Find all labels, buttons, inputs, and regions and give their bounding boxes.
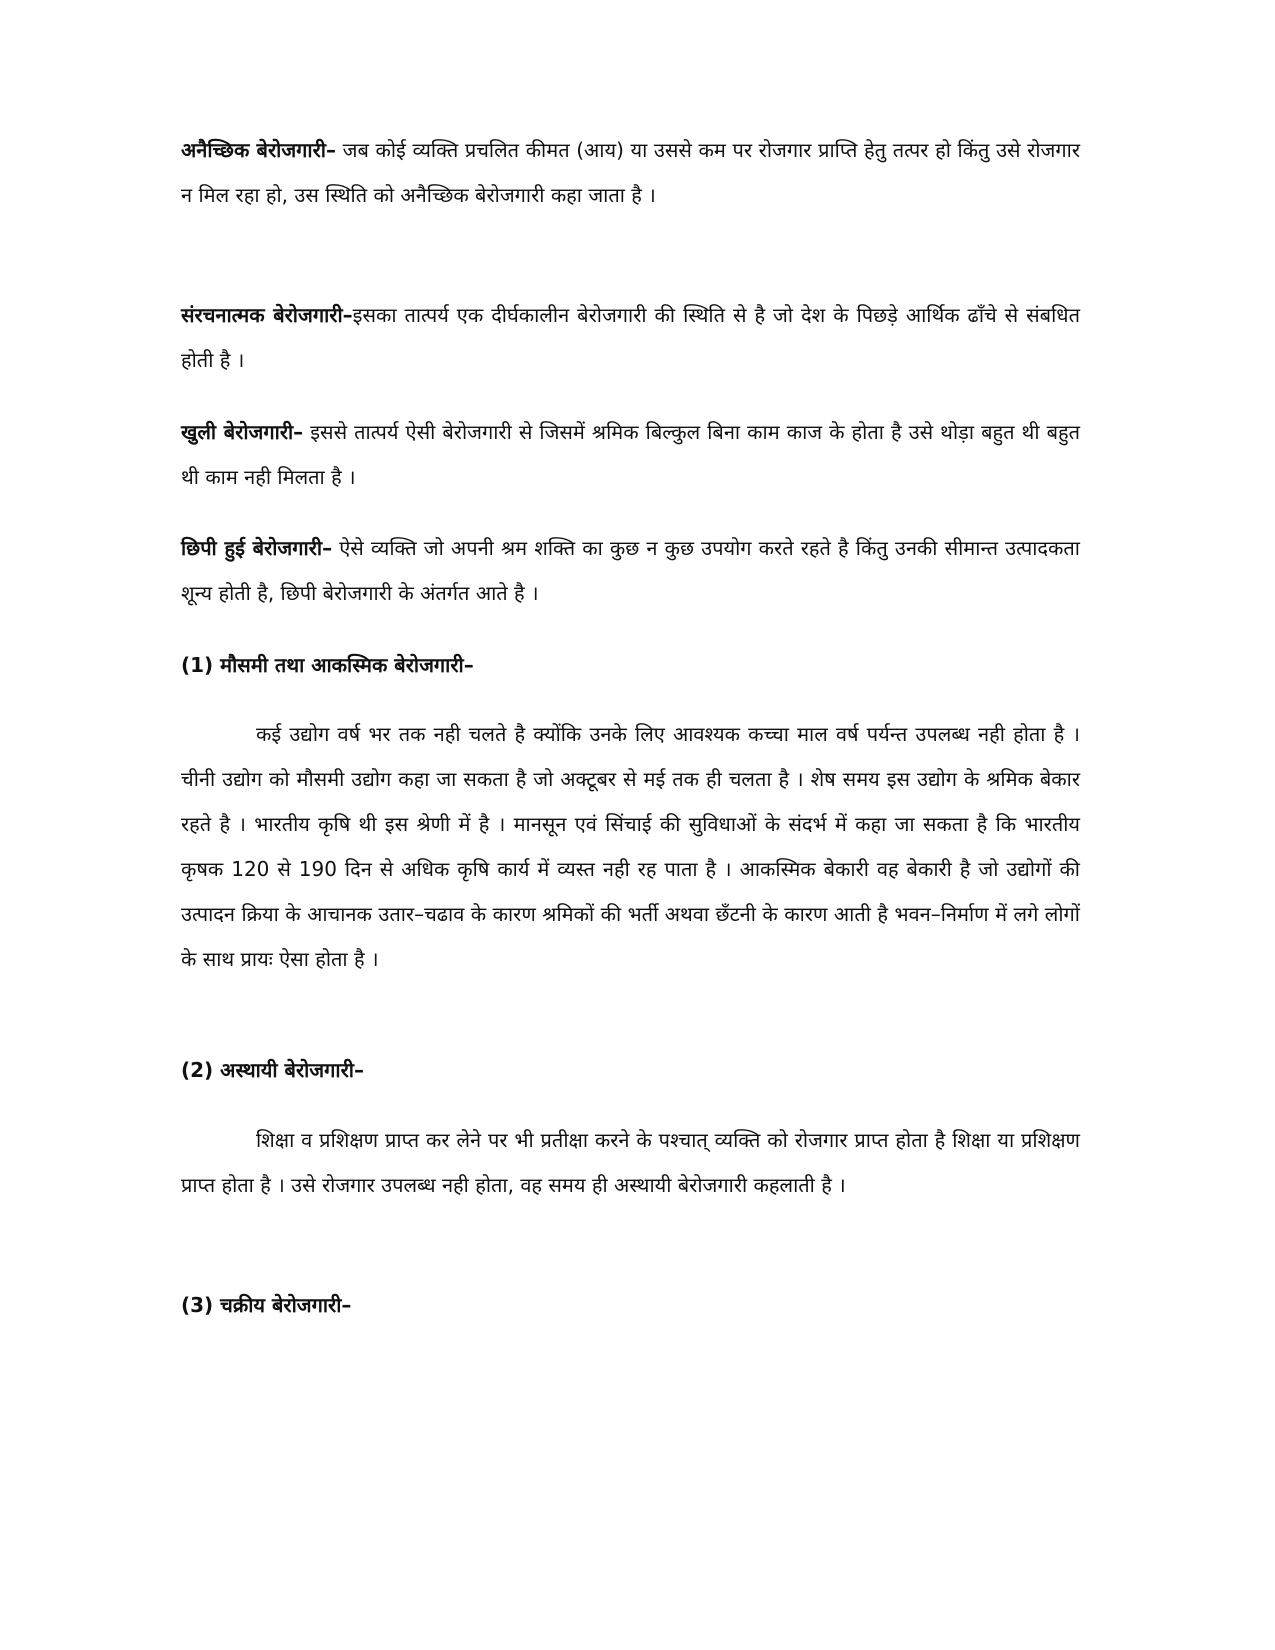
definition-text: इससे तात्पर्य ऐसी बेरोजगारी से जिसमें श्रमिक बिल्कुल बिना काम काज के होता है उसे थोड़ा बहुत थी बहुत थी काम नही मिलता है ।	[181, 420, 1081, 489]
definition-text: जब कोई व्यक्ति प्रचलित कीमत (आय) या उससे कम पर रोजगार प्राप्ति हेतु तत्पर हो किंतु उसे रोजगार न मिल रहा हो, उस स्थिति को अनैच्छिक बेरोजगारी कहा जाता है ।	[181, 138, 1081, 207]
definition-term: संरचनात्मक बेरोजगारी–	[181, 303, 353, 327]
section-heading-seasonal: (1) मौसमी तथा आकस्मिक बेरोजगारी–	[181, 653, 474, 677]
section-heading-temporary: (2) अस्थायी बेरोजगारी–	[181, 1058, 364, 1082]
definition-text: ऐसे व्यक्ति जो अपनी श्रम शक्ति का कुछ न कुछ उपयोग करते रहते है किंतु उनकी सीमान्त उत्पादकता शून्य होती है, छिपी बेरोजगारी के अंतर्गत आते है ।	[181, 536, 1080, 605]
section-body-temporary: शिक्षा व प्रशिक्षण प्राप्त कर लेने पर भी प्रतीक्षा करने के पश्चात् व्यक्ति को रोजगार प्राप्त होता है शिक्षा या प्रशिक्षण प्राप्त होता है । उसे रोजगार उपलब्ध नही होता, वह समय ही अस्थायी बेरोजगारी कहलाती है ।	[181, 1128, 1080, 1197]
section-heading-cyclical: (3) चक्रीय बेरोजगारी–	[181, 1293, 352, 1317]
section-body-seasonal: कई उद्योग वर्ष भर तक नही चलते है क्योंकि उनके लिए आवश्यक कच्चा माल वर्ष पर्यन्त उपलब्ध नही होता है । चीनी उद्योग को मौसमी उद्योग कहा जा सकता है जो अक्टूबर से मई तक ही चलता है । शेष समय इस उद्योग के श्रमिक बेकार रहते है । भारतीय कृषि थी इस श्रेणी में है । मानसून एवं सिंचाई की सुविधाओं के संदर्भ में कहा जा सकता है कि भारतीय कृषक 120 से 190 दिन से अधिक कृषि कार्य में व्यस्त नही रह पाता है । आकस्मिक बेकारी वह बेकारी है जो उद्योगों की उत्पादन क्रिया के आचानक उतार–चढाव के कारण श्रमिकों की भर्ती अथवा छँटनी के कारण आती है भवन–निर्माण में लगे लोगों के साथ प्रायः ऐसा होता है ।	[181, 722, 1080, 971]
definition-structural-unemployment	[181, 293, 1080, 383]
definition-term: खुली बेरोजगारी–	[181, 420, 304, 444]
definition-term: छिपी हुई बेरोजगारी–	[181, 536, 333, 560]
definition-text: इसका तात्पर्य एक दीर्घकालीन बेरोजगारी की स्थिति से है जो देश के पिछड़े आर्थिक ढाँचे से संबधित होती है ।	[181, 303, 1080, 372]
definition-term: अनैच्छिक बेरोजगारी–	[181, 138, 336, 162]
definition-open-unemployment	[181, 410, 1080, 500]
definition-involuntary-unemployment	[181, 128, 1080, 218]
definition-disguised-unemployment	[181, 526, 1080, 616]
